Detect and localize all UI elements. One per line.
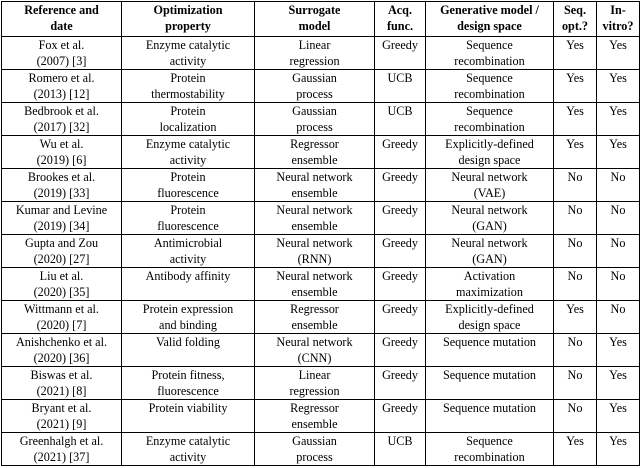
- cell-reference: [2, 235, 122, 268]
- cell-line: (2021) [8]: [36, 384, 87, 398]
- cell-line: process: [296, 120, 333, 134]
- cell-line: Linear: [298, 368, 331, 382]
- cell-property: [122, 367, 255, 400]
- cell-in-vitro: [597, 169, 640, 202]
- cell-line: property: [165, 19, 211, 33]
- cell-line: UCB: [387, 434, 413, 448]
- cell-line: Antibody affinity: [145, 269, 231, 283]
- cell-line: Greedy: [382, 203, 418, 217]
- cell-line: recombination: [454, 54, 525, 68]
- header-in-vitro: [597, 2, 640, 37]
- cell-line: Protein: [170, 104, 206, 118]
- cell-line: No: [567, 236, 583, 250]
- cell-property: [122, 268, 255, 301]
- cell-acq-func: [375, 70, 426, 103]
- cell-acq-func: [375, 334, 426, 367]
- cell-property: [122, 433, 255, 466]
- cell-reference: [2, 103, 122, 136]
- cell-surrogate-model: [255, 103, 375, 136]
- cell-line: activity: [169, 54, 207, 68]
- cell-line: (2021) [37]: [33, 450, 90, 464]
- cell-generative-model: [426, 202, 554, 235]
- cell-property: [122, 37, 255, 70]
- cell-line: Yes: [609, 401, 627, 415]
- cell-line: Sequence: [466, 71, 513, 85]
- cell-line: Brookes et al.: [27, 170, 96, 184]
- cell-line: Yes: [609, 434, 627, 448]
- cell-acq-func: [375, 202, 426, 235]
- cell-line: Greedy: [382, 401, 418, 415]
- cell-line: Greedy: [382, 269, 418, 283]
- cell-line: (2019) [6]: [36, 153, 87, 167]
- cell-line: Gupta and Zou: [24, 236, 99, 250]
- cell-line: (VAE): [473, 186, 506, 200]
- cell-line: Protein: [170, 71, 206, 85]
- cell-generative-model: [426, 136, 554, 169]
- cell-line: No: [567, 335, 583, 349]
- cell-line: Greedy: [382, 335, 418, 349]
- cell-line: Yes: [609, 38, 627, 52]
- cell-line: Surrogate: [288, 3, 341, 17]
- cell-seq-opt: [554, 70, 597, 103]
- cell-reference: [2, 70, 122, 103]
- cell-acq-func: [375, 103, 426, 136]
- cell-acq-func: [375, 235, 426, 268]
- cell-line: date: [50, 19, 73, 33]
- cell-generative-model: [426, 301, 554, 334]
- cell-line: Protein fitness,: [151, 368, 225, 382]
- cell-generative-model: [426, 37, 554, 70]
- cell-line: Antimicrobial: [153, 236, 223, 250]
- cell-reference: [2, 400, 122, 433]
- cell-property: [122, 202, 255, 235]
- cell-line: fluorescence: [157, 186, 219, 200]
- cell-line: vitro?: [602, 19, 634, 33]
- cell-line: Bedbrook et al.: [24, 104, 99, 118]
- cell-acq-func: [375, 37, 426, 70]
- cell-seq-opt: [554, 235, 597, 268]
- cell-surrogate-model: [255, 235, 375, 268]
- cell-surrogate-model: [255, 37, 375, 70]
- table-row: [2, 367, 640, 400]
- cell-line: process: [296, 87, 333, 101]
- table-row: [2, 400, 640, 433]
- header-row: [2, 2, 640, 37]
- cell-line: activity: [169, 153, 207, 167]
- cell-seq-opt: [554, 103, 597, 136]
- cell-line: design space: [457, 19, 522, 33]
- cell-line: Neural network: [276, 203, 353, 217]
- cell-reference: [2, 202, 122, 235]
- cell-line: Neural network: [451, 170, 528, 184]
- cell-line: (RNN): [297, 252, 332, 266]
- cell-line: Gaussian: [292, 434, 337, 448]
- table-row: [2, 37, 640, 70]
- cell-line: UCB: [387, 71, 413, 85]
- cell-line: process: [296, 450, 333, 464]
- header-generative-model: [426, 2, 554, 37]
- cell-line: design space: [458, 153, 521, 167]
- cell-line: (2007) [3]: [36, 54, 87, 68]
- cell-line: (2020) [36]: [33, 351, 90, 365]
- cell-surrogate-model: [255, 268, 375, 301]
- cell-line: opt.?: [561, 19, 589, 33]
- header-property: [122, 2, 255, 37]
- cell-line: design space: [458, 318, 521, 332]
- cell-surrogate-model: [255, 433, 375, 466]
- cell-line: UCB: [387, 104, 413, 118]
- cell-line: No: [567, 203, 583, 217]
- cell-acq-func: [375, 136, 426, 169]
- cell-generative-model: [426, 334, 554, 367]
- table-row: [2, 268, 640, 301]
- cell-line: Wu et al.: [39, 137, 84, 151]
- cell-line: and binding: [159, 318, 217, 332]
- cell-line: (2020) [35]: [33, 285, 90, 299]
- cell-line: Explicitly-defined: [445, 302, 534, 316]
- cell-in-vitro: [597, 103, 640, 136]
- cell-line: Greedy: [382, 302, 418, 316]
- table-row: [2, 169, 640, 202]
- cell-line: Biswas et al.: [30, 368, 93, 382]
- cell-line: Neural network: [276, 335, 353, 349]
- cell-seq-opt: [554, 301, 597, 334]
- cell-seq-opt: [554, 400, 597, 433]
- cell-line: No: [610, 203, 626, 217]
- cell-generative-model: [426, 235, 554, 268]
- cell-line: ensemble: [291, 186, 338, 200]
- cell-line: ensemble: [291, 417, 338, 431]
- cell-surrogate-model: [255, 334, 375, 367]
- cell-line: Generative model /: [440, 3, 539, 17]
- cell-line: regression: [289, 384, 340, 398]
- cell-line: (2020) [27]: [33, 252, 90, 266]
- cell-acq-func: [375, 400, 426, 433]
- cell-line: Sequence mutation: [442, 368, 537, 382]
- cell-line: Yes: [566, 38, 584, 52]
- cell-line: Greedy: [382, 170, 418, 184]
- cell-line: No: [567, 368, 583, 382]
- cell-reference: [2, 169, 122, 202]
- table-row: [2, 70, 640, 103]
- cell-generative-model: [426, 70, 554, 103]
- cell-line: activity: [169, 252, 207, 266]
- cell-line: Sequence mutation: [442, 335, 537, 349]
- cell-line: Yes: [566, 104, 584, 118]
- cell-line: fluorescence: [157, 384, 219, 398]
- cell-seq-opt: [554, 433, 597, 466]
- cell-line: Yes: [609, 104, 627, 118]
- cell-line: Seq.: [563, 3, 586, 17]
- cell-line: Sequence: [466, 434, 513, 448]
- cell-line: Explicitly-defined: [445, 137, 534, 151]
- cell-seq-opt: [554, 334, 597, 367]
- cell-in-vitro: [597, 334, 640, 367]
- cell-line: Valid folding: [156, 335, 220, 349]
- cell-line: ensemble: [291, 318, 338, 332]
- cell-property: [122, 169, 255, 202]
- cell-line: maximization: [455, 285, 523, 299]
- cell-line: Yes: [609, 335, 627, 349]
- cell-in-vitro: [597, 301, 640, 334]
- cell-seq-opt: [554, 268, 597, 301]
- cell-in-vitro: [597, 367, 640, 400]
- cell-line: Regressor: [290, 302, 339, 316]
- table-row: [2, 235, 640, 268]
- cell-surrogate-model: [255, 70, 375, 103]
- cell-line: recombination: [454, 120, 525, 134]
- cell-line: Fox et al.: [38, 38, 85, 52]
- table-row: [2, 301, 640, 334]
- cell-line: Linear: [298, 38, 331, 52]
- cell-reference: [2, 301, 122, 334]
- cell-line: No: [567, 269, 583, 283]
- cell-seq-opt: [554, 202, 597, 235]
- header-seq-opt: [554, 2, 597, 37]
- cell-reference: [2, 136, 122, 169]
- cell-surrogate-model: [255, 367, 375, 400]
- cell-line: Yes: [609, 137, 627, 151]
- cell-surrogate-model: [255, 169, 375, 202]
- cell-line: Protein: [170, 203, 206, 217]
- cell-line: Yes: [609, 368, 627, 382]
- table-row: [2, 433, 640, 466]
- cell-property: [122, 103, 255, 136]
- cell-line: Sequence: [466, 104, 513, 118]
- cell-line: (2019) [33]: [33, 186, 90, 200]
- cell-seq-opt: [554, 169, 597, 202]
- cell-property: [122, 400, 255, 433]
- cell-line: Regressor: [290, 137, 339, 151]
- cell-line: Protein expression: [142, 302, 234, 316]
- cell-line: Protein viability: [148, 401, 228, 415]
- cell-in-vitro: [597, 433, 640, 466]
- comparison-table: [1, 1, 640, 466]
- cell-line: Liu et al.: [39, 269, 84, 283]
- cell-surrogate-model: [255, 202, 375, 235]
- cell-line: (2017) [32]: [33, 120, 90, 134]
- cell-line: (GAN): [472, 252, 507, 266]
- cell-in-vitro: [597, 400, 640, 433]
- cell-seq-opt: [554, 37, 597, 70]
- cell-acq-func: [375, 433, 426, 466]
- cell-line: Yes: [566, 302, 584, 316]
- cell-acq-func: [375, 301, 426, 334]
- cell-line: Yes: [609, 71, 627, 85]
- cell-surrogate-model: [255, 400, 375, 433]
- cell-line: Optimization: [153, 3, 223, 17]
- header-acq-func: [375, 2, 426, 37]
- cell-in-vitro: [597, 136, 640, 169]
- cell-property: [122, 301, 255, 334]
- cell-line: Regressor: [290, 401, 339, 415]
- cell-line: Yes: [566, 434, 584, 448]
- cell-line: Neural network: [451, 236, 528, 250]
- cell-line: Greenhalgh et al.: [19, 434, 104, 448]
- cell-line: Anishchenko et al.: [15, 335, 108, 349]
- cell-reference: [2, 433, 122, 466]
- cell-line: thermostability: [151, 87, 225, 101]
- cell-line: Yes: [566, 71, 584, 85]
- cell-line: Romero et al.: [28, 71, 95, 85]
- cell-in-vitro: [597, 235, 640, 268]
- cell-line: No: [567, 170, 583, 184]
- cell-line: func.: [386, 19, 414, 33]
- cell-reference: [2, 37, 122, 70]
- cell-line: Enzyme catalytic: [145, 38, 231, 52]
- cell-generative-model: [426, 169, 554, 202]
- cell-line: In-: [610, 3, 626, 17]
- cell-line: Neural network: [276, 269, 353, 283]
- cell-line: model: [298, 19, 331, 33]
- cell-acq-func: [375, 268, 426, 301]
- cell-line: ensemble: [291, 285, 338, 299]
- cell-line: No: [610, 269, 626, 283]
- cell-surrogate-model: [255, 136, 375, 169]
- cell-line: Yes: [566, 137, 584, 151]
- cell-line: Acq.: [387, 3, 413, 17]
- cell-line: ensemble: [291, 219, 338, 233]
- cell-line: Greedy: [382, 236, 418, 250]
- cell-line: ensemble: [291, 153, 338, 167]
- header-reference: [2, 2, 122, 37]
- cell-line: Greedy: [382, 368, 418, 382]
- cell-property: [122, 235, 255, 268]
- cell-line: (GAN): [472, 219, 507, 233]
- cell-line: activity: [169, 450, 207, 464]
- cell-line: (2021) [9]: [36, 417, 87, 431]
- cell-line: recombination: [454, 87, 525, 101]
- cell-line: Sequence: [466, 38, 513, 52]
- cell-line: Gaussian: [292, 104, 337, 118]
- cell-line: Activation: [463, 269, 516, 283]
- cell-line: fluorescence: [157, 219, 219, 233]
- cell-in-vitro: [597, 202, 640, 235]
- cell-generative-model: [426, 103, 554, 136]
- cell-line: Kumar and Levine: [15, 203, 108, 217]
- cell-property: [122, 334, 255, 367]
- table-row: [2, 136, 640, 169]
- cell-line: No: [610, 236, 626, 250]
- cell-line: No: [610, 170, 626, 184]
- table-row: [2, 202, 640, 235]
- cell-line: Protein: [170, 170, 206, 184]
- cell-line: (2013) [12]: [33, 87, 90, 101]
- cell-surrogate-model: [255, 301, 375, 334]
- cell-generative-model: [426, 400, 554, 433]
- cell-line: No: [610, 302, 626, 316]
- cell-generative-model: [426, 367, 554, 400]
- cell-line: recombination: [454, 450, 525, 464]
- table-body: [2, 37, 640, 466]
- cell-line: (CNN): [297, 351, 332, 365]
- table-row: [2, 334, 640, 367]
- cell-line: Reference and: [24, 3, 99, 17]
- cell-reference: [2, 334, 122, 367]
- cell-line: Enzyme catalytic: [145, 434, 231, 448]
- cell-generative-model: [426, 268, 554, 301]
- cell-property: [122, 136, 255, 169]
- cell-line: Neural network: [451, 203, 528, 217]
- cell-line: Neural network: [276, 170, 353, 184]
- cell-line: (2020) [7]: [36, 318, 87, 332]
- cell-line: regression: [289, 54, 340, 68]
- cell-line: Bryant et al.: [31, 401, 92, 415]
- cell-seq-opt: [554, 136, 597, 169]
- cell-acq-func: [375, 169, 426, 202]
- cell-line: Wittmann et al.: [24, 302, 99, 316]
- cell-line: Greedy: [382, 137, 418, 151]
- cell-line: Neural network: [276, 236, 353, 250]
- cell-generative-model: [426, 433, 554, 466]
- cell-line: Enzyme catalytic: [145, 137, 231, 151]
- cell-in-vitro: [597, 268, 640, 301]
- cell-line: (2019) [34]: [33, 219, 90, 233]
- cell-reference: [2, 268, 122, 301]
- cell-acq-func: [375, 367, 426, 400]
- cell-property: [122, 70, 255, 103]
- cell-line: Gaussian: [292, 71, 337, 85]
- cell-reference: [2, 367, 122, 400]
- table-header: [2, 2, 640, 37]
- cell-seq-opt: [554, 367, 597, 400]
- cell-in-vitro: [597, 70, 640, 103]
- cell-line: localization: [159, 120, 217, 134]
- cell-in-vitro: [597, 37, 640, 70]
- cell-line: Greedy: [382, 38, 418, 52]
- cell-line: Sequence mutation: [442, 401, 537, 415]
- header-surrogate-model: [255, 2, 375, 37]
- cell-line: No: [567, 401, 583, 415]
- table-row: [2, 103, 640, 136]
